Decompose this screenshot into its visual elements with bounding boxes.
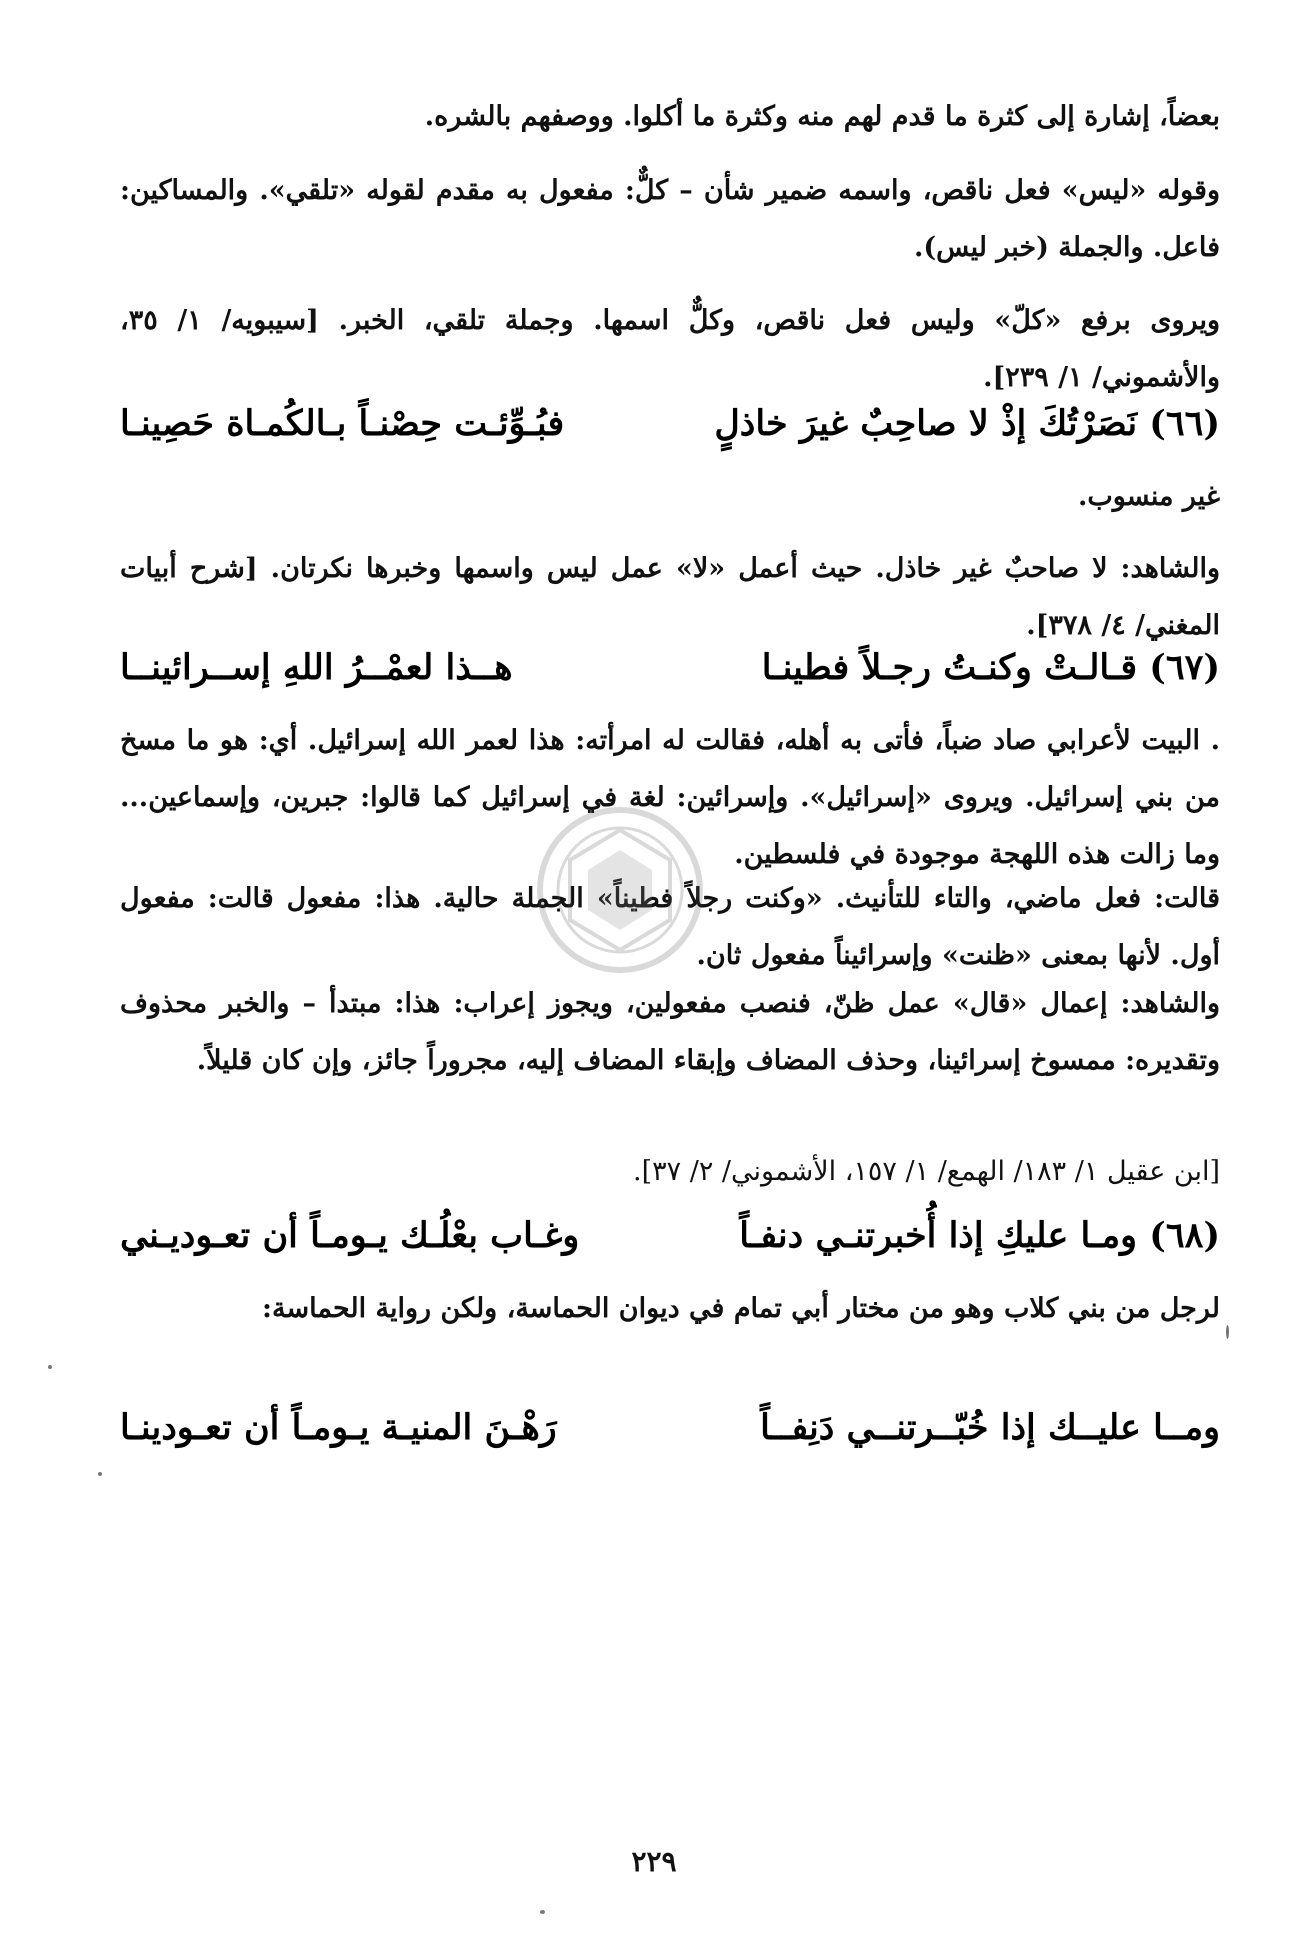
scan-speck bbox=[540, 1910, 545, 1914]
verse-68 bbox=[120, 1215, 1220, 1275]
paragraph-6: قالت: فعل ماضي، والتاء للتأنيث. «وكنت رجلاً فطيناً» الجملة حالية. هذا: مفعول قالت: مفعول أول. لأنها بمعنى «ظنت» وإسرائيناً مفعول ثان. bbox=[120, 883, 1220, 971]
paragraph-attribution-66: غير منسوب. bbox=[1077, 481, 1220, 512]
page-number: ٢٢٩ bbox=[631, 1845, 677, 1878]
paragraph-1: بعضاً، إشارة إلى كثرة ما قدم لهم منه وكثرة ما أكلوا. ووصفهم بالشره. bbox=[424, 101, 1220, 132]
verse-68-second-hemistich: وغـاب بعْلُـك يـومـاً أن تعـوديـني bbox=[120, 1215, 580, 1256]
verse-67-first-hemistich: (٦٧) قـالـتْ وكنـتُ رجـلاً فطينـا bbox=[761, 647, 1220, 688]
verse-68b-first-hemistich: ومــا عليــك إذا خُبّــرتنــي دَنِفــاً bbox=[760, 1407, 1220, 1448]
paragraph-3: ويروى برفع «كلّ» وليس فعل ناقص، وكلٌّ اسمها. وجملة تلقي، الخبر. [سيبويه/ ١/ ٣٥، والأشموني/ ١/ ٢٣٩]. bbox=[120, 305, 1221, 393]
citation-line: [ابن عقيل ١/ ١٨٣/ الهمع/ ١/ ١٥٧، الأشموني/ ٢/ ٣٧]. bbox=[632, 1156, 1220, 1187]
paragraph-4: والشاهد: لا صاحبٌ غير خاذل. حيث أعمل «لا» عمل ليس واسمها وخبرها نكرتان. [شرح أبيات المغني/ ٤/ ٣٧٨]. bbox=[120, 553, 1220, 641]
paragraph-7: والشاهد: إعمال «قال» عمل ظنّ، فنصب مفعولين، ويجوز إعراب: هذا: مبتدأ – والخبر محذوف وتقديره: ممسوخ إسرائينا، وحذف المضاف وإبقاء المضاف إليه، مجروراً جائز، وإن كان قليلاً. bbox=[120, 988, 1220, 1076]
verse-67 bbox=[120, 647, 1220, 707]
paragraph-2: وقوله «ليس» فعل ناقص، واسمه ضمير شأن – كلٌّ: مفعول به مقدم لقوله «تلقي». والمساكين: فاعل. والجملة (خبر ليس). bbox=[120, 175, 1220, 263]
library-watermark-seal bbox=[530, 800, 710, 980]
verse-66 bbox=[120, 403, 1220, 463]
verse-67-second-hemistich: هــذا لعمْــرُ اللهِ إســرائينــا bbox=[120, 647, 513, 688]
verse-68-first-hemistich: (٦٨) ومـا عليكِ إذا أُخبرتنـي دنفـاً bbox=[739, 1215, 1220, 1256]
verse-66-second-hemistich: فبُـوِّئـت حِصْنـاً بـالكُمـاة حَصِينـا bbox=[120, 403, 565, 444]
scan-speck bbox=[98, 1472, 102, 1476]
verse-66-first-hemistich: (٦٦) نَصَرْتُكَ إذْ لا صاحِبٌ غيرَ خاذلٍ bbox=[714, 403, 1220, 444]
verse-68b-second-hemistich: رَهْـنَ المنيـة يـومـاً أن تعـودينـا bbox=[120, 1407, 557, 1448]
paragraph-8: لرجل من بني كلاب وهو من مختار أبي تمام في ديوان الحماسة، ولكن رواية الحماسة: bbox=[262, 1293, 1220, 1324]
paragraph-5: . البيت لأعرابي صاد ضباً، فأتى به أهله، فقالت له امرأته: هذا لعمر الله إسرائيل. أي: هو ما مسخ من بني إسرائيل. ويروى «إسرائيل». وإسرائين: لغة في إسرائيل كما قالوا: جبرين، وإسماعين... وما زالت هذه اللهجة موجودة في فلسطين. bbox=[120, 725, 1220, 870]
scan-mark bbox=[1226, 1325, 1229, 1339]
scan-speck bbox=[48, 1365, 52, 1369]
verse-68-hamasa-version bbox=[120, 1407, 1220, 1467]
